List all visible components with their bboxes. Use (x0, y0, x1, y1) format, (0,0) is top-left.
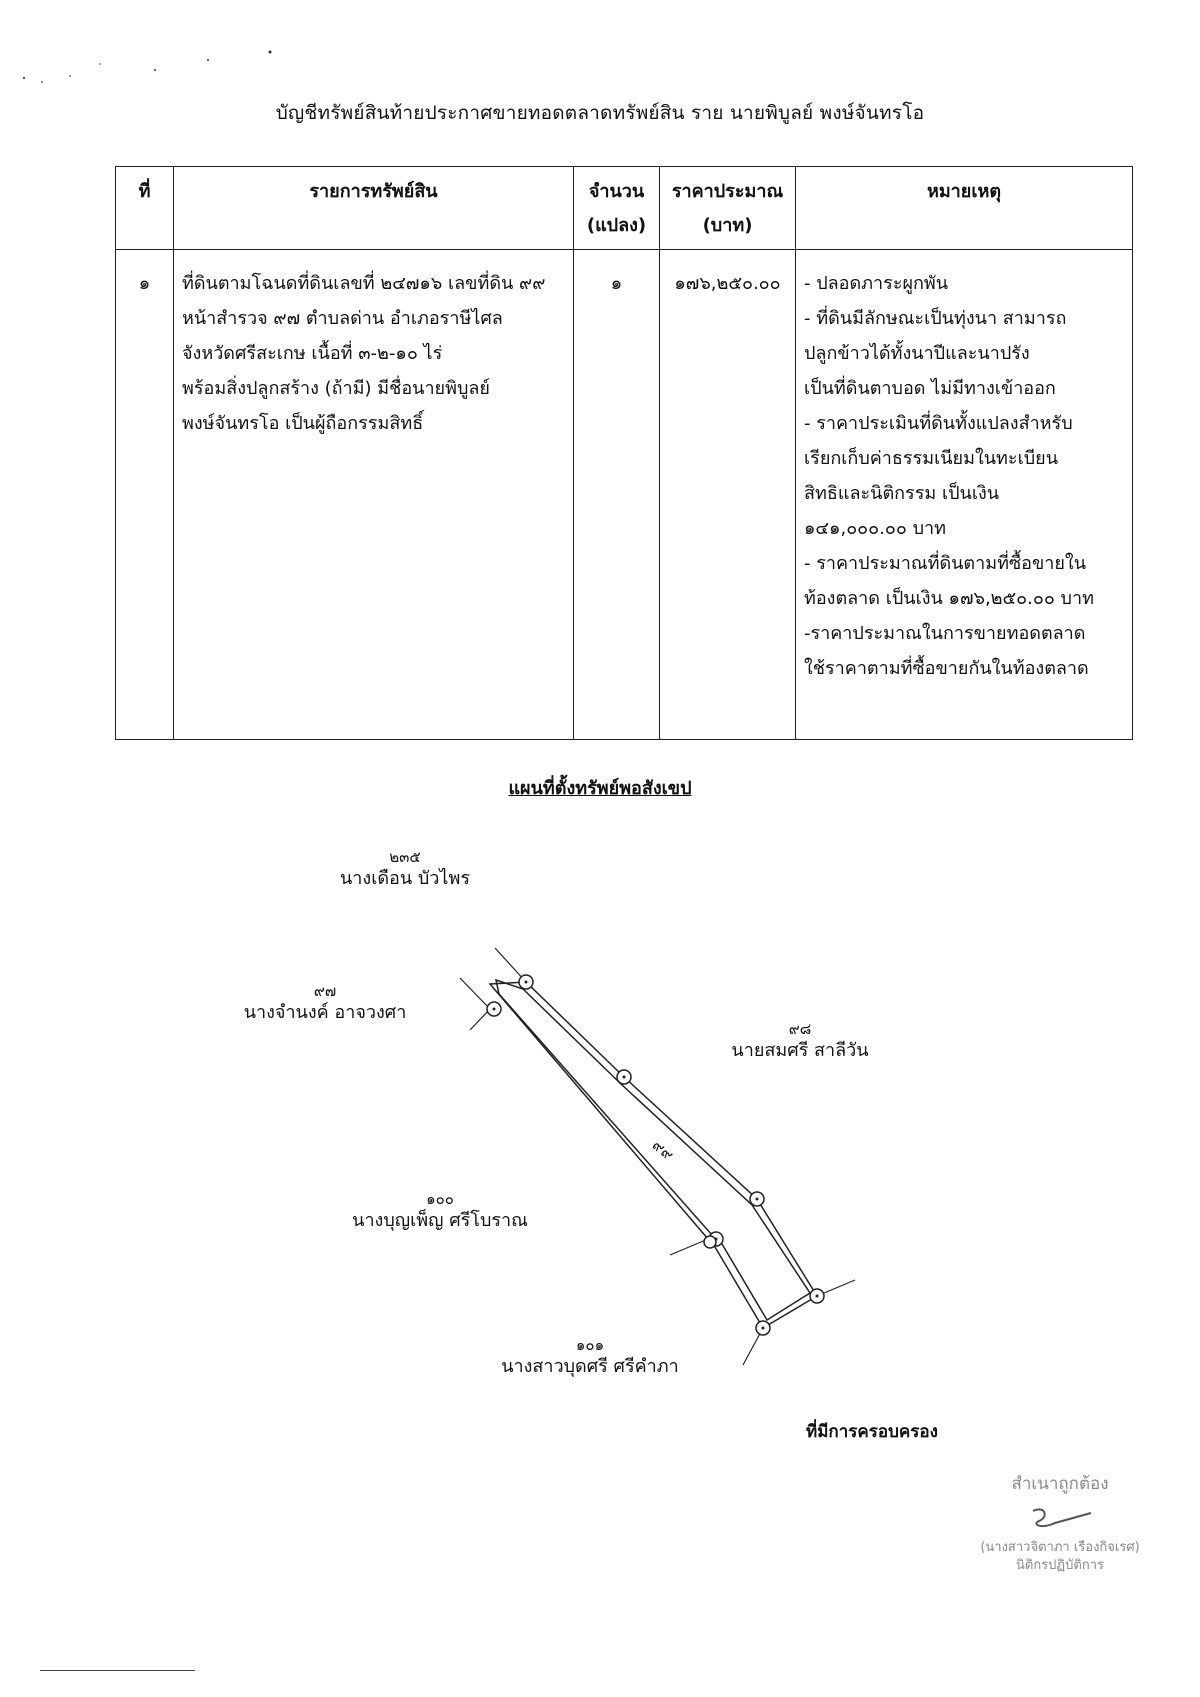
scan-specks (20, 40, 300, 90)
cell-item (174, 250, 574, 740)
neighbor-west-lower-number: ๑๐๐ (426, 1190, 454, 1208)
map-heading: แผนที่ตั้งทรัพย์พอสังเขป (508, 778, 692, 799)
header-count (574, 167, 660, 250)
header-item: รายการทรัพย์สิน (174, 167, 574, 250)
neighbor-east (731, 1020, 868, 1064)
neighbor-south-name: นางสาวบุดศรี ศรีคำภา (501, 1356, 679, 1377)
table-header-row (116, 167, 1133, 250)
header-no: ที่ (116, 167, 174, 250)
header-remark: หมายเหตุ (796, 167, 1133, 250)
neighbor-south (501, 1336, 679, 1380)
certified-copy-label: สำเนาถูกต้อง (1011, 1474, 1109, 1494)
neighbor-west-lower-name: นางบุญเพ็ญ ศรีโบราณ (352, 1210, 528, 1231)
signature-mark (1015, 1503, 1105, 1533)
asset-table (115, 166, 1133, 740)
neighbor-east-name: นายสมศรี สาลีวัน (731, 1040, 869, 1061)
item-line: พร้อมสิ่งปลูกสร้าง (ถ้ามี) มีชื่อนายพิบูลย์ (182, 378, 490, 399)
neighbor-south-number: ๑๐๑ (575, 1336, 605, 1354)
header-price-line1: ราคาประมาณ (671, 181, 784, 202)
signer-name: (นางสาวจิตาภา เรืองกิจเรศ) (980, 1540, 1140, 1555)
remark-line: สิทธิและนิติกรรม เป็นเงิน (804, 483, 1000, 504)
neighbor-west-lower (352, 1190, 528, 1234)
cell-count: ๑ (574, 250, 660, 740)
remark-line: ท้องตลาด เป็นเงิน ๑๗๖,๒๕๐.๐๐ บาท (804, 588, 1094, 609)
parcel-number: ๙๙ (648, 1136, 678, 1164)
cell-remark (796, 250, 1133, 740)
neighbor-west-upper-number: ๙๗ (313, 982, 337, 1000)
neighbor-north-name: นางเดือน บัวไพร (340, 868, 470, 889)
neighbor-west-upper (244, 982, 407, 1026)
header-price (660, 167, 796, 250)
signer-position: นิติกรปฏิบัติการ (1015, 1558, 1104, 1573)
cell-no: ๑ (116, 250, 174, 740)
header-count-line2: (แปลง) (586, 215, 647, 236)
neighbor-north (340, 848, 470, 892)
header-count-line1: จำนวน (588, 181, 645, 202)
item-line: ที่ดินตามโฉนดที่ดินเลขที่ ๒๔๗๑๖ เลขที่ดิน ๙๙ (182, 273, 546, 294)
remark-line: ปลูกข้าวได้ทั้งนาปีและนาปรัง (804, 343, 1030, 364)
item-line: หน้าสำรวจ ๙๗ ตำบลด่าน อำเภอราษีไศล (182, 308, 503, 329)
remark-line: - ปลอดภาระผูกพัน (804, 273, 949, 294)
cell-price: ๑๗๖,๒๕๐.๐๐ (660, 250, 796, 740)
remark-line: - ราคาประเมินที่ดินทั้งแปลงสำหรับ (804, 413, 1073, 434)
table-row (116, 250, 1133, 740)
remark-line: - ราคาประมาณที่ดินตามที่ซื้อขายใน (804, 553, 1087, 574)
remark-line: เป็นที่ดินตาบอด ไม่มีทางเข้าออก (804, 378, 1056, 399)
remark-line: -ราคาประมาณในการขายทอดตลาด (804, 623, 1086, 644)
remark-line: - ที่ดินมีลักษณะเป็นทุ่งนา สามารถ (804, 308, 1067, 329)
possession-note: ที่มีการครอบครอง (806, 1422, 938, 1442)
remark-line: ๑๔๑,๐๐๐.๐๐ บาท (804, 518, 946, 539)
remark-line: เรียกเก็บค่าธรรมเนียมในทะเบียน (804, 448, 1059, 469)
remark-line: ใช้ราคาตามที่ซื้อขายกันในท้องตลาด (804, 658, 1089, 679)
item-line: พงษ์จันทรโอ เป็นผู้ถือกรรมสิทธิ์ (182, 413, 424, 434)
neighbor-west-upper-name: นางจำนงค์ อาจวงศา (243, 1002, 407, 1023)
neighbor-east-number: ๙๘ (788, 1020, 812, 1038)
footer-rule (40, 1670, 195, 1671)
document-title: บัญชีทรัพย์สินท้ายประกาศขายทอดตลาดทรัพย์สิน ราย นายพิบูลย์ พงษ์จันทรโอ (275, 102, 925, 124)
item-line: จังหวัดศรีสะเกษ เนื้อที่ ๓-๒-๑๐ ไร่ (182, 343, 443, 364)
neighbor-north-number: ๒๓๕ (389, 848, 421, 866)
certification-stamp (930, 1470, 1190, 1575)
header-price-line2: (บาท) (702, 215, 753, 236)
